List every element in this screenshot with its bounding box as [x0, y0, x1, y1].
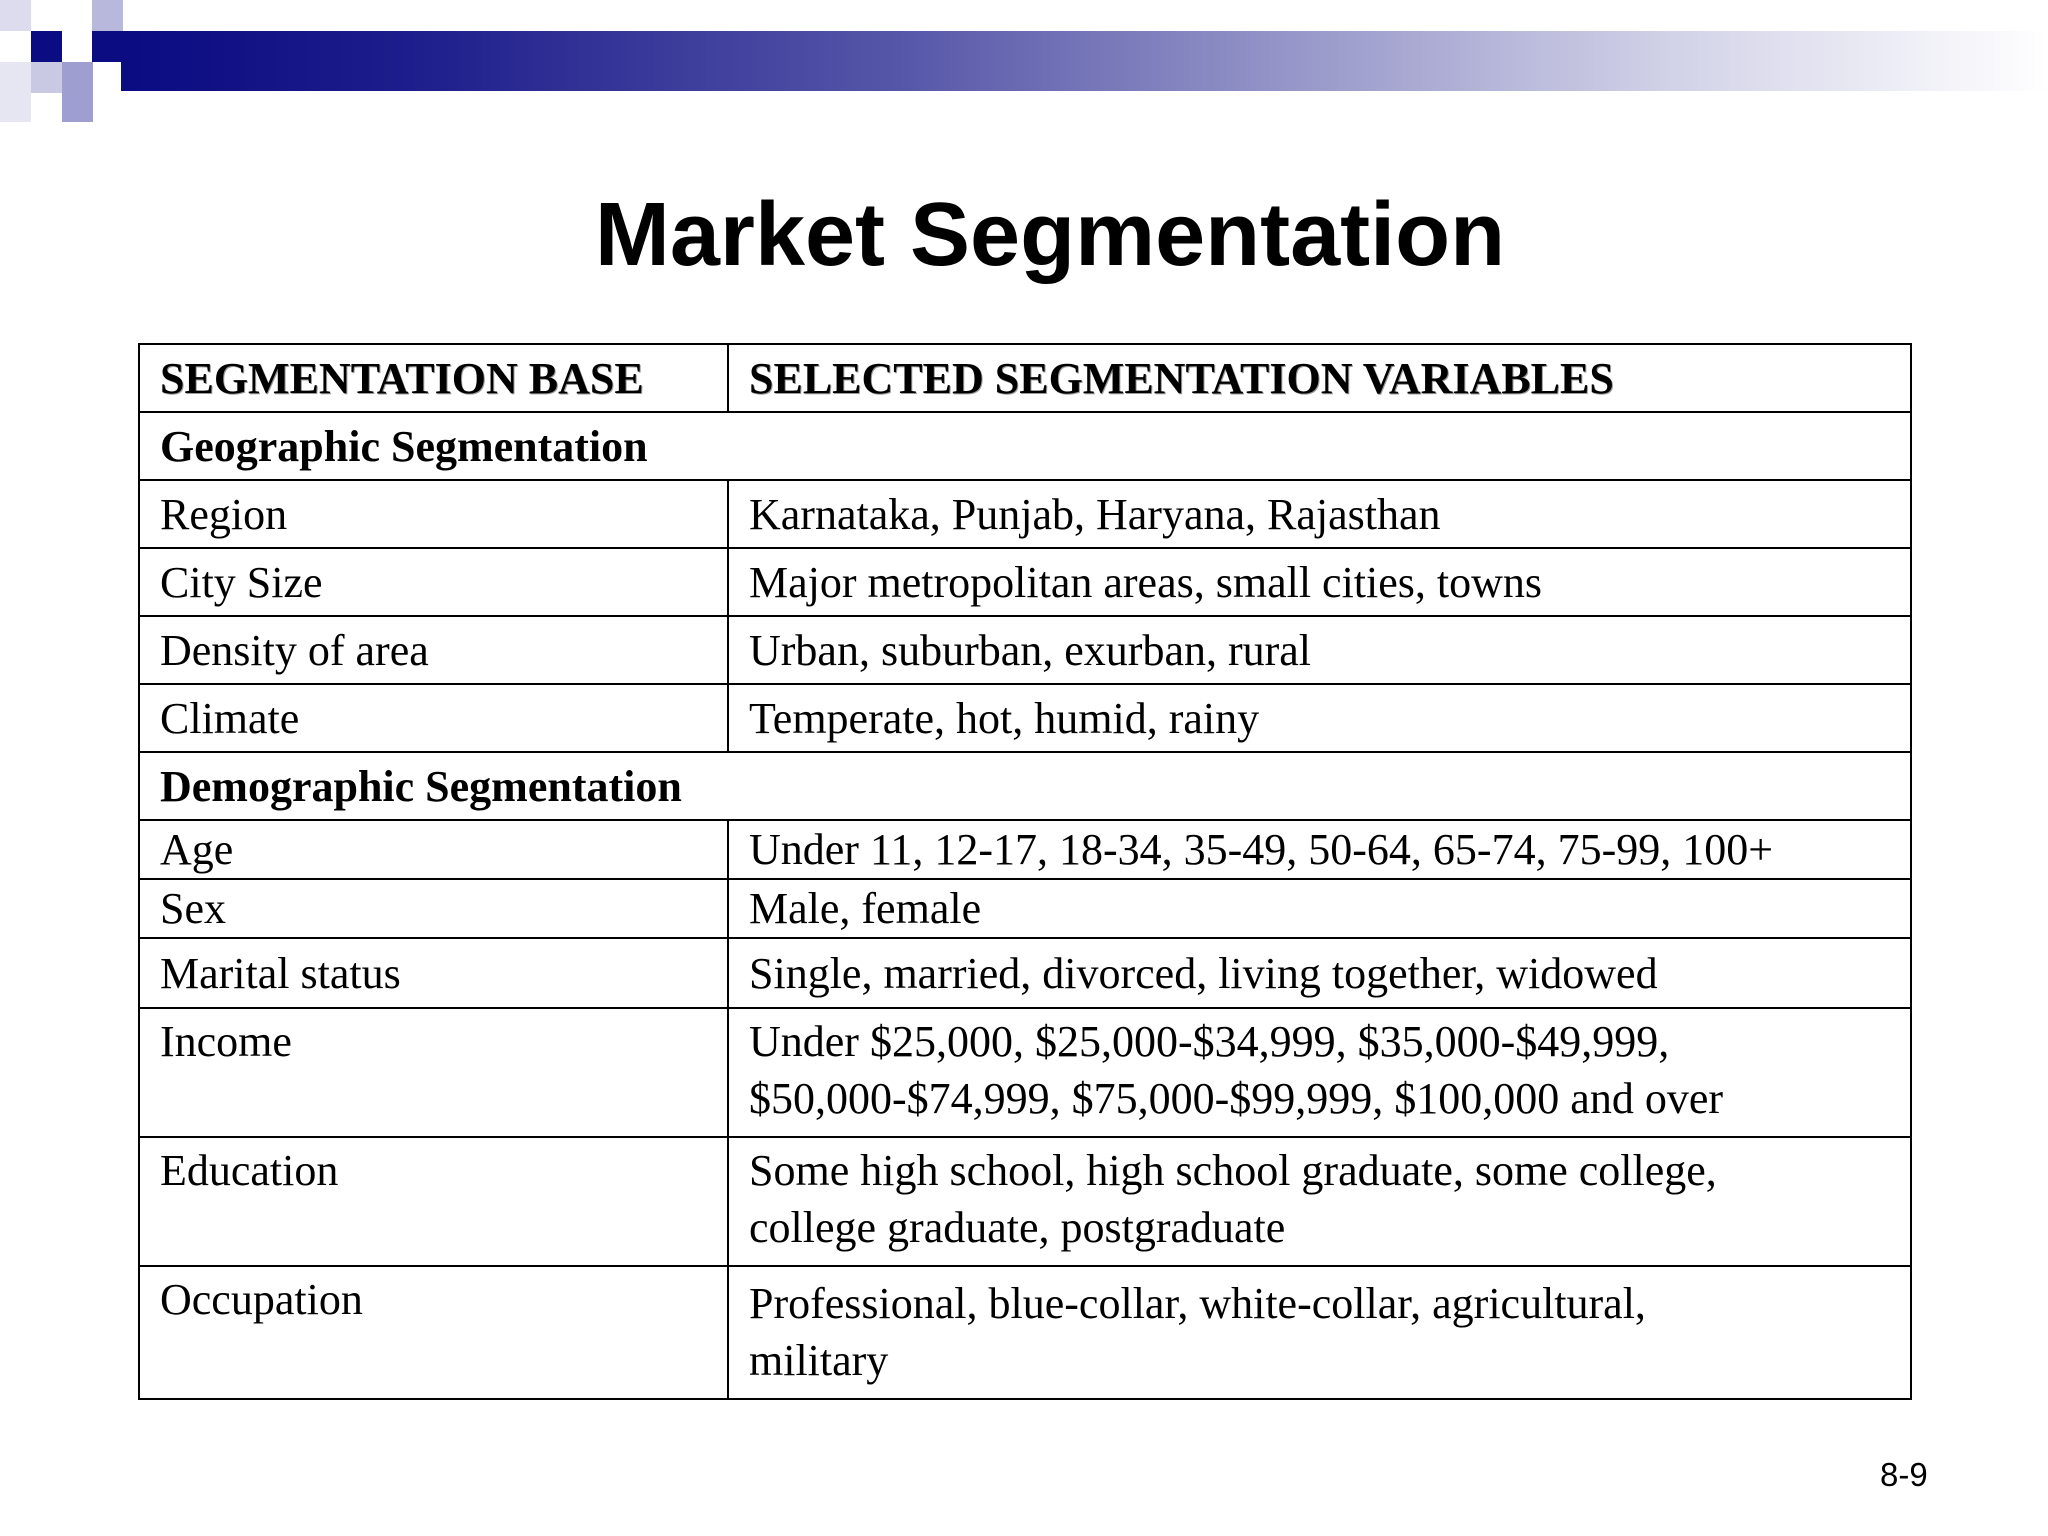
- decorative-square: [0, 62, 31, 122]
- row-base: Occupation: [139, 1266, 728, 1399]
- row-base: Marital status: [139, 938, 728, 1008]
- row-variables: [728, 1266, 1911, 1399]
- section-title-demographic: Demographic Segmentation: [139, 752, 1911, 820]
- row-variables: Single, married, divorced, living together, widowed: [728, 938, 1911, 1008]
- page-number: 8-9: [1880, 1456, 1928, 1493]
- row-variables: Karnataka, Punjab, Haryana, Rajasthan: [728, 480, 1911, 548]
- variables-line: military: [749, 1336, 889, 1385]
- table-row: [139, 616, 1911, 684]
- row-base: Sex: [139, 879, 728, 938]
- row-variables: [728, 1008, 1911, 1137]
- table-row: [139, 1137, 1911, 1266]
- section-row: [139, 412, 1911, 480]
- column-header-base: SEGMENTATION BASE: [139, 344, 728, 412]
- variables-line: college graduate, postgraduate: [749, 1203, 1286, 1252]
- table-row: [139, 684, 1911, 752]
- decorative-square: [92, 31, 123, 62]
- table-row: [139, 1008, 1911, 1137]
- variables-line: Professional, blue-collar, white-collar, agricultural,: [749, 1279, 1646, 1328]
- decorative-square: [31, 62, 62, 93]
- row-variables: Under 11, 12-17, 18-34, 35-49, 50-64, 65-74, 75-99, 100+: [728, 820, 1911, 879]
- variables-line: $50,000-$74,999, $75,000-$99,999, $100,000 and over: [749, 1074, 1724, 1123]
- table-row: [139, 820, 1911, 879]
- decorative-square: [62, 62, 93, 122]
- section-title-geographic: Geographic Segmentation: [139, 412, 1911, 480]
- row-base: Education: [139, 1137, 728, 1266]
- table-header-row: [139, 344, 1911, 412]
- header-gradient-band: [121, 31, 2048, 91]
- variables-line: Under $25,000, $25,000-$34,999, $35,000-$49,999,: [749, 1017, 1670, 1066]
- decorative-square: [0, 0, 31, 31]
- table-row: [139, 879, 1911, 938]
- decorative-square: [31, 31, 62, 62]
- row-base: Climate: [139, 684, 728, 752]
- row-variables: Temperate, hot, humid, rainy: [728, 684, 1911, 752]
- decorative-square: [92, 0, 123, 31]
- slide-title: Market Segmentation: [594, 185, 1506, 285]
- row-variables: [728, 1137, 1911, 1266]
- table-row: [139, 938, 1911, 1008]
- row-variables: Major metropolitan areas, small cities, towns: [728, 548, 1911, 616]
- row-base: City Size: [139, 548, 728, 616]
- section-row: [139, 752, 1911, 820]
- row-base: Region: [139, 480, 728, 548]
- variables-line: Some high school, high school graduate, some college,: [749, 1146, 1717, 1195]
- segmentation-table: [138, 343, 1912, 1400]
- column-header-variables: SELECTED SEGMENTATION VARIABLES: [728, 344, 1911, 412]
- table-row: [139, 1266, 1911, 1399]
- table-row: [139, 480, 1911, 548]
- row-variables: Urban, suburban, exurban, rural: [728, 616, 1911, 684]
- row-base: Age: [139, 820, 728, 879]
- table-row: [139, 548, 1911, 616]
- row-variables: Male, female: [728, 879, 1911, 938]
- row-base: Density of area: [139, 616, 728, 684]
- row-base: Income: [139, 1008, 728, 1137]
